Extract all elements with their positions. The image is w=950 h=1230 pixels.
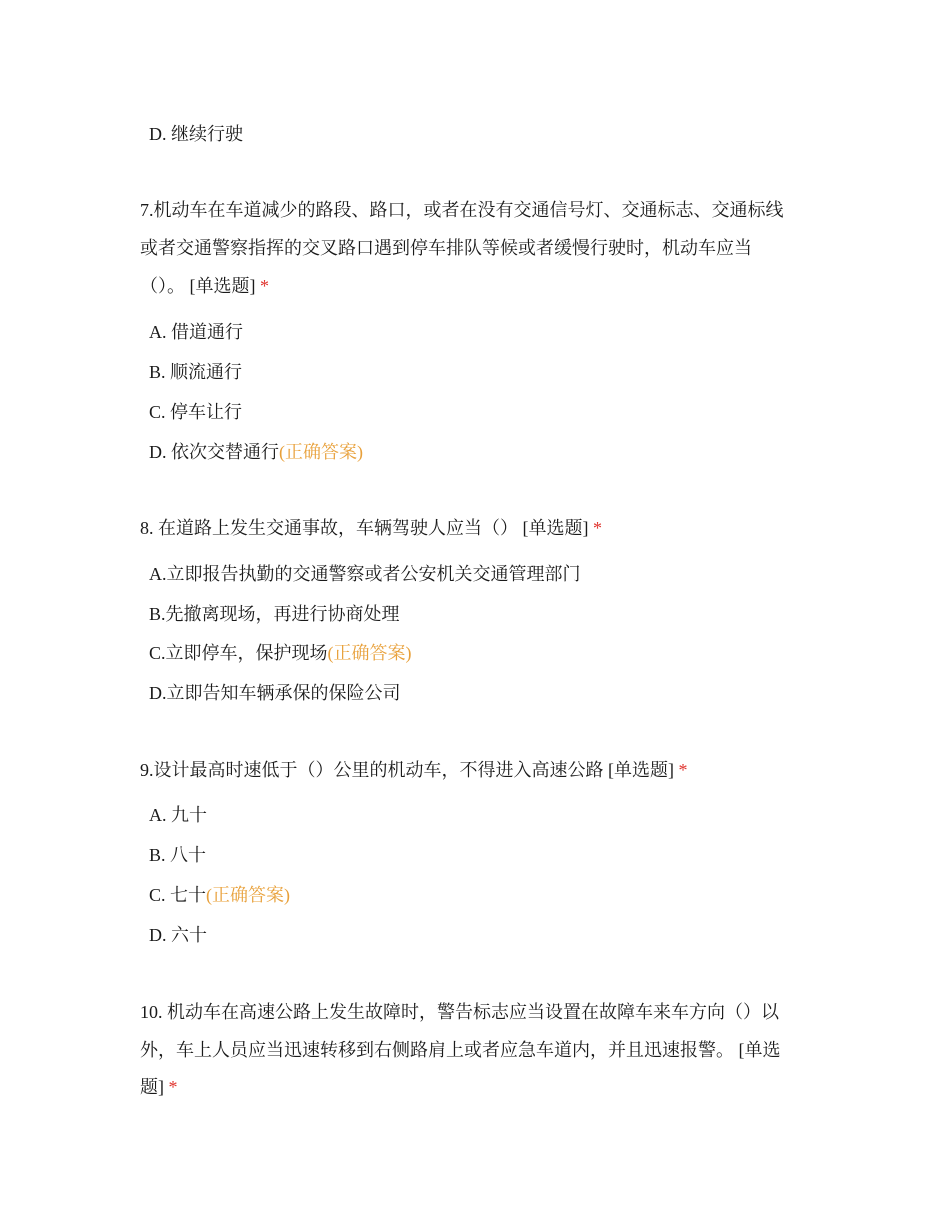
question-7-text-line-3 <box>140 274 269 298</box>
question-7-text-line-1 <box>140 198 784 222</box>
option-q6-d <box>149 122 243 146</box>
option-label: A. 九十 <box>149 805 207 825</box>
question-text: （）。 [单选题] <box>140 276 256 296</box>
required-mark: * <box>593 518 602 538</box>
option-label: A. 借道通行 <box>149 322 243 342</box>
correct-answer-tag: (正确答案) <box>206 885 291 905</box>
question-text: 7.机动车在车道减少的路段、路口，或者在没有交通信号灯、交通标志、交通标线 <box>140 200 784 220</box>
option-q7-d <box>149 440 363 464</box>
option-label: D. 继续行驶 <box>149 124 243 144</box>
option-label: B. 顺流通行 <box>149 362 243 382</box>
question-text: 10. 机动车在高速公路上发生故障时，警告标志应当设置在故障车来车方向（）以 <box>140 1002 779 1022</box>
required-mark: * <box>678 760 688 780</box>
option-label: B.先撤离现场，再进行协商处理 <box>149 604 400 624</box>
correct-answer-tag: (正确答案) <box>279 442 363 462</box>
option-q7-c <box>149 400 242 424</box>
question-text: 题] <box>140 1077 164 1097</box>
option-q8-b <box>149 602 400 626</box>
option-q9-c <box>149 883 290 907</box>
option-label: D. 依次交替通行 <box>149 442 279 462</box>
option-label: C.立即停车，保护现场 <box>149 643 328 663</box>
option-q8-a <box>149 562 581 586</box>
option-q7-b <box>149 360 242 384</box>
option-q9-b <box>149 843 206 867</box>
option-label: D.立即告知车辆承保的保险公司 <box>149 683 401 703</box>
option-label: C. 停车让行 <box>149 402 243 422</box>
option-q8-d <box>149 681 401 705</box>
option-q7-a <box>149 320 243 344</box>
option-label: C. 七十 <box>149 885 207 905</box>
question-10-text-line-3 <box>140 1075 178 1099</box>
required-mark: * <box>168 1077 178 1097</box>
question-8-text-line-1 <box>140 516 602 540</box>
correct-answer-tag: (正确答案) <box>327 643 412 663</box>
question-10-text-line-1 <box>140 1000 779 1024</box>
question-text: 或者交通警察指挥的交叉路口遇到停车排队等候或者缓慢行驶时，机动车应当 <box>140 238 752 258</box>
option-q9-a <box>149 803 207 827</box>
option-label: A.立即报告执勤的交通警察或者公安机关交通管理部门 <box>149 564 581 584</box>
required-mark: * <box>260 276 269 296</box>
question-text: 9.设计最高时速低于（）公里的机动车，不得进入高速公路 [单选题] <box>140 760 674 780</box>
option-q8-c <box>149 641 412 665</box>
question-text: 8. 在道路上发生交通事故，车辆驾驶人应当（） [单选题] <box>140 518 589 538</box>
question-9-text-line-1 <box>140 758 688 782</box>
question-10-text-line-2 <box>140 1038 781 1062</box>
option-label: D. 六十 <box>149 925 207 945</box>
question-7-text-line-2 <box>140 236 752 260</box>
question-text: 外，车上人员应当迅速转移到右侧路肩上或者应急车道内，并且迅速报警。 [单选 <box>140 1040 781 1060</box>
option-label: B. 八十 <box>149 845 207 865</box>
option-q9-d <box>149 923 207 947</box>
